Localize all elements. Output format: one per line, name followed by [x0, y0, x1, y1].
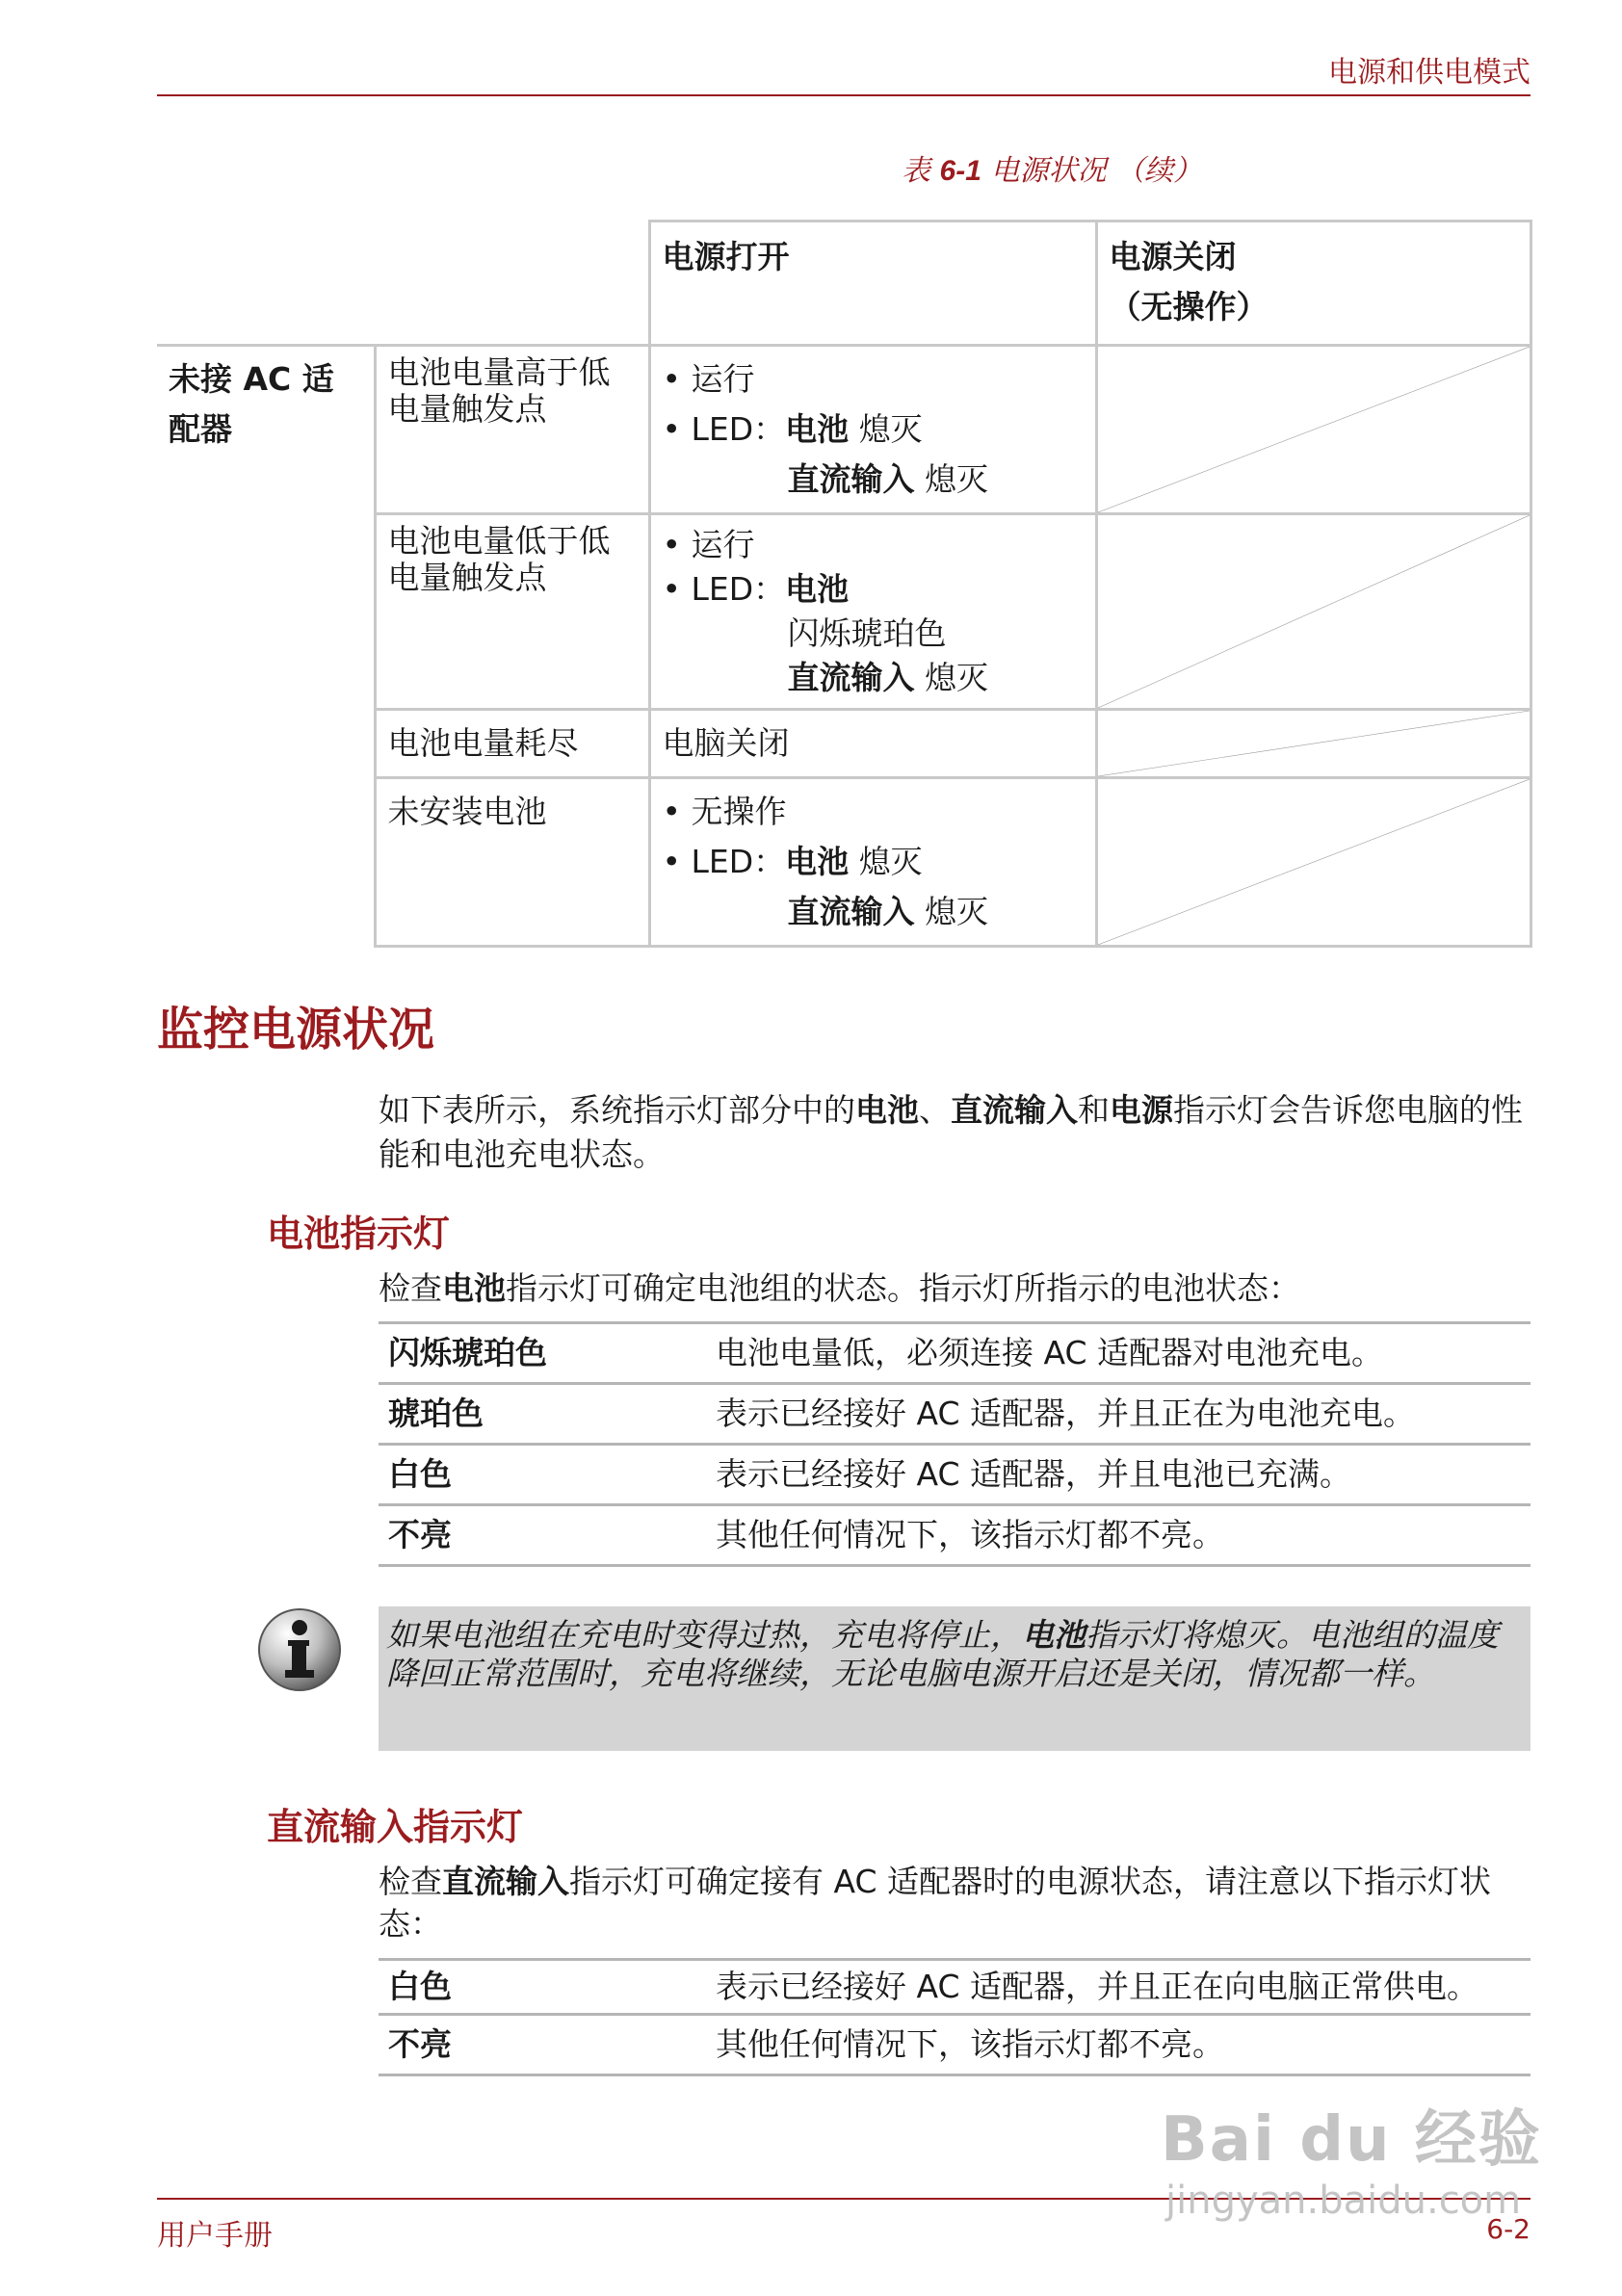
table-row: [157, 346, 1530, 514]
table-row: 不亮 其他任何情况下，该指示灯都不亮。: [379, 1503, 1530, 1567]
watermark-url: jingyan.baidu.com: [1165, 2179, 1522, 2223]
header-rule: [157, 94, 1530, 96]
dc-input-indicator-desc: 检查直流输入指示灯可确定接有 AC 适配器时的电源状态，请注意以下指示灯状态：: [379, 1863, 1492, 1943]
battery-indicator-table: [379, 1321, 1530, 1567]
table-row: 白色 表示已经接好 AC 适配器，并且电池已充满。: [379, 1443, 1530, 1503]
power-off-na-cell: [1096, 514, 1530, 710]
power-on-cell: • 运行 • LED：电池 闪烁琥珀色 直流输入 熄灭: [649, 514, 1096, 710]
condition-cell: 未安装电池: [375, 778, 649, 947]
table-header-row: [157, 222, 1530, 346]
table-row: 白色 表示已经接好 AC 适配器，并且正在向电脑正常供电。: [379, 1958, 1530, 2013]
power-on-cell: • 无操作 • LED：电池 熄灭 直流输入 熄灭: [649, 778, 1096, 947]
power-on-cell: 电脑关闭: [649, 710, 1096, 778]
condition-cell: 电池电量低于低 电量触发点: [375, 514, 649, 710]
power-on-cell: • 运行 • LED：电池 熄灭 直流输入 熄灭: [649, 346, 1096, 514]
info-icon: [256, 1606, 343, 1693]
condition-cell: 电池电量高于低 电量触发点: [375, 346, 649, 514]
dc-input-indicator-heading: 直流输入指示灯: [267, 1806, 524, 1848]
battery-indicator-heading: 电池指示灯: [267, 1213, 451, 1255]
watermark-brand: Bai du 经验: [1161, 2104, 1542, 2176]
power-off-na-cell: [1096, 710, 1530, 778]
page-number: 6-2: [1486, 2213, 1530, 2245]
power-off-na-cell: [1096, 346, 1530, 514]
running-header: 电源和供电模式: [1328, 56, 1530, 90]
battery-indicator-desc: 检查电池指示灯可确定电池组的状态。指示灯所指示的电池状态：: [379, 1269, 1300, 1307]
footer-manual-title: 用户手册: [157, 2219, 273, 2253]
condition-cell: 电池电量耗尽: [375, 710, 649, 778]
row-group-label: 未接 AC 适 配器: [157, 346, 375, 947]
section-title: 监控电源状况: [157, 1003, 435, 1057]
table-caption: 表 6-1 电源状况 （续）: [902, 154, 1202, 188]
dc-input-indicator-table: [379, 1958, 1530, 2076]
table-row: 不亮 其他任何情况下，该指示灯都不亮。: [379, 2013, 1530, 2076]
column-header-power-on: 电源打开: [649, 222, 1096, 346]
table-row: 琥珀色 表示已经接好 AC 适配器，并且正在为电池充电。: [379, 1382, 1530, 1443]
power-off-na-cell: [1096, 778, 1530, 947]
table-row: 闪烁琥珀色 电池电量低，必须连接 AC 适配器对电池充电。: [379, 1321, 1530, 1382]
power-status-table: [157, 220, 1532, 948]
info-note: 如果电池组在充电时变得过热，充电将停止，电池指示灯将熄灭。电池组的温度降回正常范围时，充电将继续，无论电脑电源开启还是关闭，情况都一样。: [379, 1606, 1530, 1751]
column-header-power-off: 电源关闭 （无操作）: [1096, 222, 1530, 346]
intro-paragraph: 如下表所示，系统指示灯部分中的电池、直流输入和电源指示灯会告诉您电脑的性能和电池充电状态。: [379, 1091, 1523, 1173]
